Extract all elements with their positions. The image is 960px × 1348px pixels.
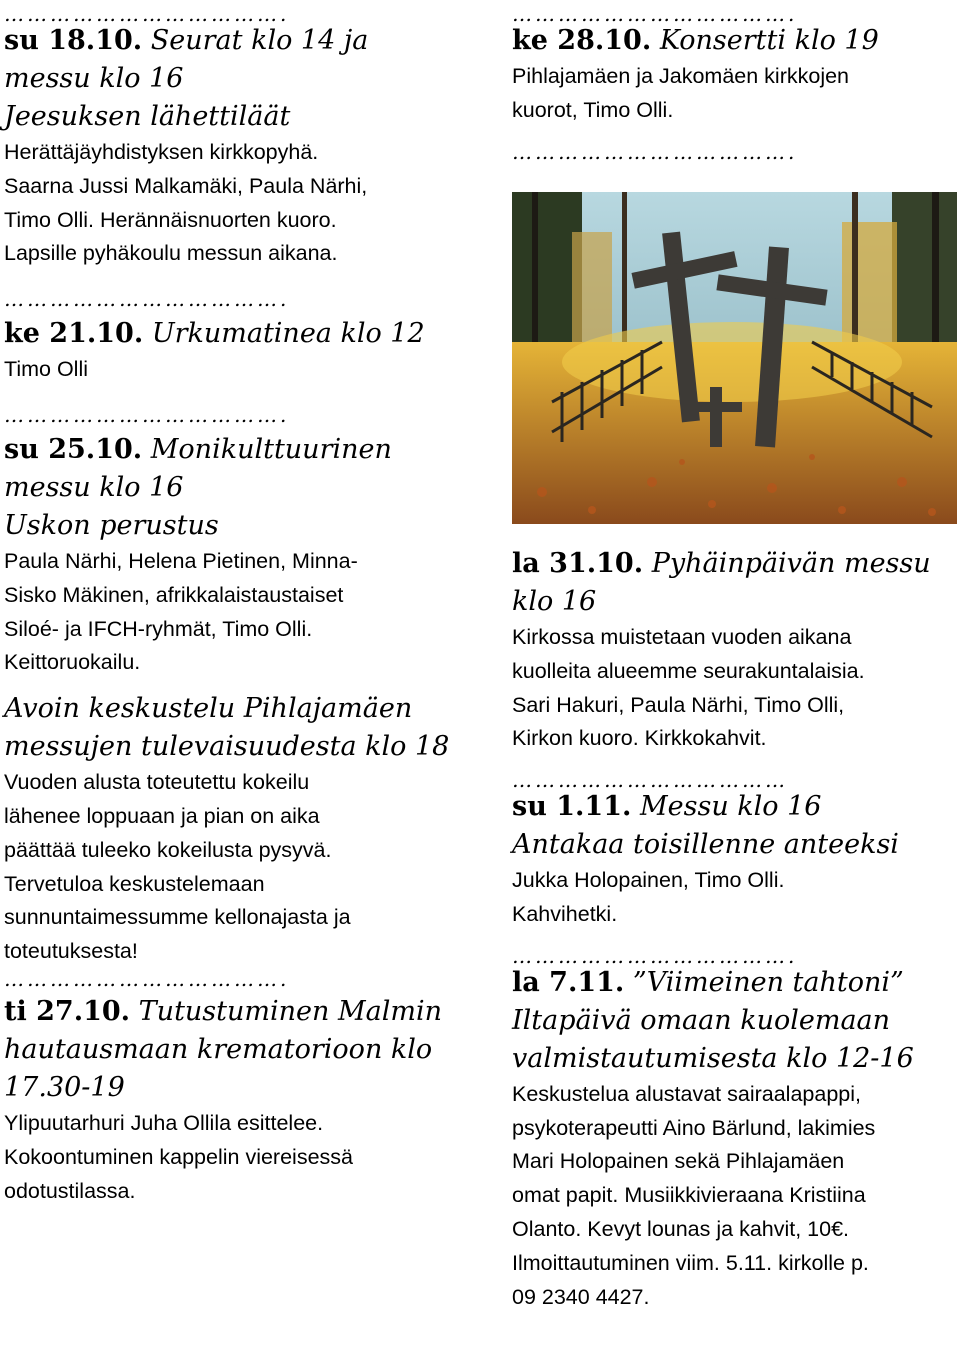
event-theme: Antakaa toisillenne anteeksi (512, 829, 899, 861)
description-line: Timo Olli (4, 357, 89, 382)
separator: ………………………………. (4, 2, 290, 26)
description-line: Siloé- ja IFCH-ryhmät, Timo Olli. (4, 616, 313, 641)
description-line: Saarna Jussi Malkamäki, Paula Närhi, (4, 173, 368, 198)
event-date: ke 21.10. (4, 318, 144, 350)
event-description (4, 766, 454, 969)
description-line: Keittoruokailu. (4, 650, 141, 675)
event-heading (4, 22, 454, 98)
event-heading (512, 22, 957, 60)
description-line: Sisko Mäkinen, afrikkalaistaustaiset (4, 582, 344, 607)
description-line: Herättäjäyhdistyksen kirkkopyhä. (4, 140, 319, 164)
description-line: lähenee loppuaan ja pian on aika (4, 803, 320, 828)
event-description (4, 1107, 454, 1208)
separator: ………………………………. (4, 402, 290, 427)
description-line: Kirkon kuoro. Kirkkokahvit. (512, 726, 767, 751)
description-line: Keskustelua alustavat sairaalapappi, (512, 1081, 861, 1106)
separator: ………………………………. (4, 287, 290, 312)
event-title: Messu klo 16 (639, 791, 822, 823)
description-line: psykoterapeutti Aino Bärlund, lakimies (512, 1115, 876, 1140)
event-title: ”Viimeinen tahtoni” (632, 966, 904, 998)
event-title: Tutustuminen Malmin hautausmaan krematorioon klo 17.30-19 (4, 995, 442, 1103)
description-line: Paula Närhi, Helena Pietinen, Minna- (4, 548, 358, 573)
event-description (4, 136, 454, 271)
description-line: Kokoontuminen kappelin viereisessä (4, 1144, 353, 1169)
description-line: Lapsille pyhäkoulu messun aikana. (4, 241, 338, 266)
event-heading (512, 788, 957, 826)
event-description (4, 545, 454, 680)
left-column (4, 0, 454, 1208)
separator: ………………………………. (512, 943, 798, 968)
event-title: Iltapäivä omaan kuolemaan (512, 1004, 891, 1036)
description-line: omat papit. Musiikkivieraana Kristiina (512, 1183, 866, 1208)
event-title: valmistautumisesta klo 12-16 (512, 1042, 914, 1074)
description-line: Pihlajamäen ja Jakomäen kirkkojen (512, 64, 850, 88)
description-line: Sari Hakuri, Paula Närhi, Timo Olli, (512, 692, 845, 717)
event-title: Seurat klo 14 ja messu klo 16 (4, 25, 369, 94)
right-column-bottom (512, 545, 957, 1314)
description-line: päättää tuleeko kokeilusta pysyvä. (4, 837, 332, 862)
cemetery-crosses-photo (512, 192, 957, 524)
description-line: sunnuntaimessumme kellonajasta ja (4, 905, 351, 930)
separator: ……………………………… (512, 768, 788, 793)
event-date: su 1.11. (512, 791, 632, 823)
event-title: Avoin keskustelu Pihlajamäen (4, 693, 413, 725)
description-line: Timo Olli. Herännäisnuorten kuoro. (4, 207, 337, 232)
event-date: su 18.10. (4, 25, 143, 56)
event-date: la 7.11. (512, 966, 625, 998)
description-line: Tervetuloa keskustelemaan (4, 871, 265, 896)
event-description (512, 621, 957, 756)
separator: ………………………………. (512, 139, 798, 164)
description-line: Kirkossa muistetaan vuoden aikana (512, 625, 852, 649)
separator: ………………………………. (4, 966, 290, 991)
event-title: Konsertti klo 19 (659, 25, 879, 56)
right-column-top (512, 0, 957, 166)
description-line: Vuoden alusta toteutettu kokeilu (4, 770, 310, 795)
separator: ………………………………. (512, 2, 798, 26)
event-heading (512, 964, 957, 1002)
event-date: ti 27.10. (4, 995, 131, 1027)
event-heading (4, 431, 454, 507)
event-heading (4, 315, 454, 353)
event-theme: Jeesuksen lähettiläät (4, 101, 291, 132)
description-line: Jukka Holopainen, Timo Olli. (512, 868, 785, 893)
event-description (512, 864, 957, 932)
event-date: ke 28.10. (512, 25, 652, 56)
event-date: la 31.10. (512, 548, 644, 579)
description-line: Ilmoittautuminen viim. 5.11. kirkolle p. (512, 1250, 869, 1275)
description-line: toteutuksesta! (4, 939, 138, 964)
event-title: Urkumatinea klo 12 (151, 318, 425, 350)
description-line: 09 2340 4427. (512, 1284, 650, 1309)
event-title: Pyhäinpäivän messu klo 16 (512, 548, 931, 617)
description-line: Ylipuutarhuri Juha Ollila esittelee. (4, 1110, 324, 1135)
description-line: Olanto. Kevyt lounas ja kahvit, 10€. (512, 1216, 850, 1241)
event-heading (512, 545, 957, 621)
description-line: Kahvihetki. (512, 901, 618, 926)
description-line: kuorot, Timo Olli. (512, 97, 674, 122)
event-theme: Uskon perustus (4, 509, 219, 541)
description-line: kuolleita alueemme seurakuntalaisia. (512, 658, 865, 683)
cemetery-crosses-illustration (512, 192, 957, 524)
event-description (512, 60, 957, 128)
description-line: odotustilassa. (4, 1178, 136, 1203)
event-title: messujen tulevaisuudesta klo 18 (4, 731, 450, 763)
event-heading (4, 993, 454, 1107)
event-title: Monikulttuurinen messu klo 16 (4, 433, 392, 503)
event-description (512, 1078, 957, 1315)
event-date: su 25.10. (4, 433, 143, 465)
description-line: Mari Holopainen sekä Pihlajamäen (512, 1149, 845, 1174)
